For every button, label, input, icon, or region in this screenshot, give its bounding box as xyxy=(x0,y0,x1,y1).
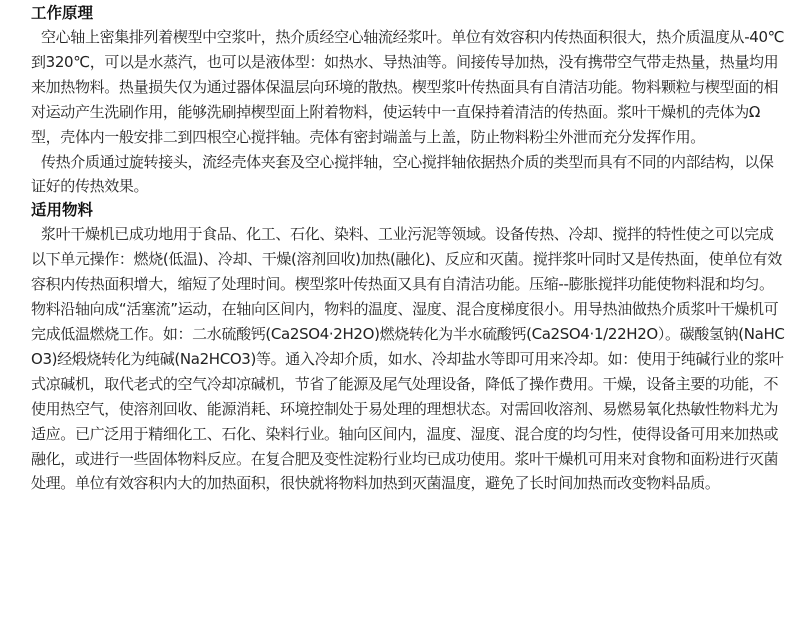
section-heading-working-principle: 工作原理 xyxy=(31,4,94,22)
paragraph-applicable-materials: 浆叶干燥机已成功地用于食品、化工、石化、染料、工业污泥等领域。设备传热、冷却、搅拌的特性使之可以完成以下单元操作：燃烧(低温)、冷却、干燥(溶剂回收)加热(融化)、反应和灭菌。搅拌浆叶同时又是传热面，使单位有效容积内传热面积增大，缩短了处理时间。楔型浆叶传热面又具有自清洁功能。压缩--膨胀搅拌功能使物料混和均匀。物料沿轴向成“活塞流”运动，在轴向区间内，物料的温度、湿度、混合度梯度很小。用导热油做热介质浆叶干燥机可完成低温燃烧工作。如：二水硫酸钙(Ca2SO4·2H2O)燃烧转化为半水硫酸钙(Ca2SO4·1/22H2O）。碳酸氢钠(NaHCO3)经煅烧转化为纯碱(Na2HCO3)等。通入冷却介质，如水、冷却盐水等即可用来冷却。如：使用于纯碱行业的浆叶式凉碱机，取代老式的空气冷却凉碱机，节省了能源及尾气处理设备，降低了操作费用。干燥，设备主要的功能，不使用热空气，使溶剂回收、能源消耗、环境控制处于易处理的理想状态。对需回收溶剂、易燃易氧化热敏性物料尤为适应。已广泛用于精细化工、石化、染料行业。轴向区间内，温度、湿度、混合度的均匀性，使得设备可用来加热或融化，或进行一些固体物料反应。在复合肥及变性淀粉行业均已成功使用。浆叶干燥机可用来对食物和面粉进行灭菌处理。单位有效容积内大的加热面积，很快就将物料加热到灭菌温度，避免了长时间加热而改变物料品质。 xyxy=(31,225,785,493)
section-heading-applicable-materials: 适用物料 xyxy=(31,201,94,220)
paragraph-working-principle-2: 传热介质通过旋转接头，流经壳体夹套及空心搅拌轴，空心搅拌轴依据热介质的类型而具有不同的内部结构，以保证好的传热效果。 xyxy=(31,152,774,196)
paragraph-working-principle-1: 空心轴上密集排列着楔型中空浆叶，热介质经空心轴流经浆叶。单位有效容积内传热面积很大，热介质温度从-40℃到320℃，可以是水蒸汽，也可以是液体型：如热水、导热油等。间接传导加热，没有携带空气带走热量，热量均用来加热物料。热量损失仅为通过器体保温层向环境的散热。楔型浆叶传热面具有自清洁功能。物料颗粒与楔型面的相对运动产生洗刷作用，能够洗刷掉楔型面上附着物料，使运转中一直保持着清洁的传热面。浆叶干燥机的壳体为Ω型，壳体内一般安排二到四根空心搅拌轴。壳体有密封端盖与上盖，防止物料粉尘外泄而充分发挥作用。 xyxy=(31,28,785,146)
